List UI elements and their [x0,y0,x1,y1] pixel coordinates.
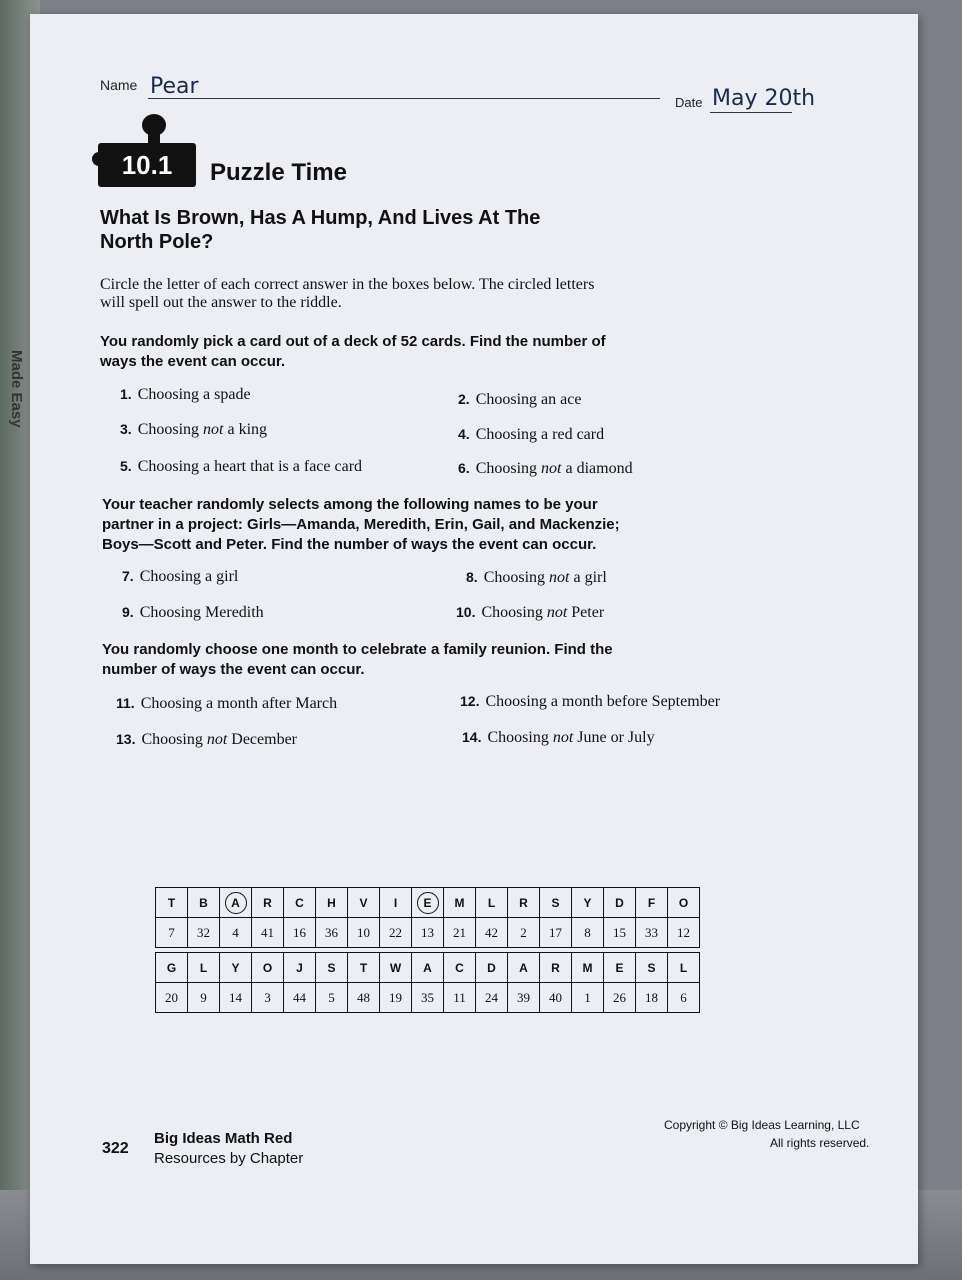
grid-cell-text: C [455,960,464,975]
question-6: 6. Choosing not a diamond [458,460,633,477]
grid-cell-text: M [454,895,465,910]
grid-cell-text: 14 [229,989,242,1005]
riddle-line-1: What Is Brown, Has A Hump, And Lives At The [100,207,541,229]
grid-letter-cell[interactable] [444,888,476,918]
grid-row [156,888,700,918]
grid-cell-text: 39 [517,989,530,1005]
grid-cell-text: T [359,960,368,975]
grid-letter-cell[interactable] [540,888,572,918]
grid-row [156,953,700,983]
grid-cell-text: 26 [613,989,626,1005]
grid-number-cell[interactable] [284,918,316,948]
grid-number-cell[interactable] [252,918,284,948]
grid-letter-cell[interactable] [156,953,188,983]
grid-number-cell[interactable] [508,918,540,948]
grid-number-cell[interactable] [380,918,412,948]
grid-cell-text: 9 [200,989,207,1005]
grid-letter-cell[interactable] [284,888,316,918]
grid-letter-cell[interactable] [668,953,700,983]
grid-letter-cell[interactable] [380,953,412,983]
grid-cell-text: L [487,895,496,910]
grid-number-cell[interactable] [412,983,444,1013]
question-1: 1. Choosing a spade [120,386,251,403]
grid-cell-text: C [295,895,304,910]
grid-letter-cell[interactable] [636,888,668,918]
grid-letter-cell[interactable] [252,953,284,983]
grid-cell-text: R [551,960,560,975]
grid-letter-cell[interactable] [188,953,220,983]
grid-number-cell[interactable] [412,918,444,948]
grid-number-cell[interactable] [380,983,412,1013]
grid-number-cell[interactable] [444,983,476,1013]
rights-text: All rights reserved. [770,1136,870,1150]
grid-cell-text: I [393,895,398,910]
grid-cell-text: J [296,960,303,975]
grid-cell-text: 6 [680,989,687,1005]
grid-letter-cell[interactable] [284,953,316,983]
grid-cell-text: 40 [549,989,562,1005]
grid-cell-text: S [327,960,336,975]
grid-letter-cell[interactable] [220,953,252,983]
question-12: 12. Choosing a month before September [460,693,721,710]
grid-cell-text: E [615,960,624,975]
question-7: 7. Choosing a girl [122,568,239,585]
grid-cell-text: O [678,895,689,910]
prompt-cards [100,332,606,372]
grid-cell-text: M [582,960,593,975]
grid-cell-text: S [647,960,656,975]
grid-cell-text: 48 [357,989,370,1005]
grid-cell-text: R [263,895,272,910]
grid-letter-cell[interactable] [380,888,412,918]
grid-number-cell[interactable] [668,983,700,1013]
grid-cell-text: 10 [357,924,370,940]
spine-text: Made Easy [8,350,25,428]
grid-cell-text: 44 [293,989,306,1005]
grid-cell-text: W [389,960,402,975]
question-11: 11. Choosing a month after March [116,695,338,712]
grid-cell-text: A [519,960,528,975]
worksheet-page [30,14,918,1264]
grid-cell-text: S [551,895,560,910]
book-subtitle: Resources by Chapter [154,1150,304,1167]
grid-cell-text: 36 [325,924,338,940]
instructions [100,276,594,312]
grid-cell-text: 15 [613,924,626,940]
question-8: 8. Choosing not a girl [466,569,607,586]
grid-letter-cell[interactable] [572,953,604,983]
question-2: 2. Choosing an ace [458,391,582,408]
grid-cell-text: 3 [264,989,271,1005]
grid-letter-cell[interactable] [604,888,636,918]
question-9: 9. Choosing Meredith [122,604,264,621]
grid-cell-text: D [487,960,496,975]
grid-number-cell[interactable] [444,918,476,948]
question-5: 5. Choosing a heart that is a face card [120,458,363,475]
grid-cell-text: 7 [168,924,175,940]
grid-cell-text: 1 [584,989,591,1005]
grid-letter-cell[interactable] [604,953,636,983]
date-label: Date [675,95,703,110]
grid-cell-text: G [166,960,177,975]
grid-cell-text: 20 [165,989,178,1005]
grid-cell-text: 16 [293,924,306,940]
grid-number-cell[interactable] [572,983,604,1013]
prompt-names [102,495,620,555]
prompt-names-line-1: Your teacher randomly selects among the following names to be your [102,496,598,513]
grid-letter-cell[interactable] [252,888,284,918]
grid-number-cell[interactable] [636,983,668,1013]
grid-number-cell[interactable] [476,983,508,1013]
grid-cell-text: V [359,895,368,910]
prompt-months-line-2: number of ways the event can occur. [102,661,365,678]
grid-cell-text: E [417,892,439,914]
grid-cell-text: F [647,895,656,910]
grid-letter-cell[interactable] [540,953,572,983]
grid-cell-text: L [199,960,208,975]
grid-row [156,983,700,1013]
grid-cell-text: L [679,960,688,975]
grid-letter-cell[interactable] [476,953,508,983]
grid-number-cell[interactable] [348,918,380,948]
name-label: Name [100,77,138,93]
book-title: Big Ideas Math Red [154,1130,293,1147]
grid-letter-cell[interactable] [348,953,380,983]
grid-number-cell[interactable] [252,983,284,1013]
question-13: 13. Choosing not December [116,731,297,748]
grid-number-cell[interactable] [572,918,604,948]
grid-number-cell[interactable] [540,918,572,948]
instructions-line-2: will spell out the answer to the riddle. [100,294,342,311]
riddle-line-2: North Pole? [100,231,214,253]
grid-number-cell[interactable] [604,918,636,948]
grid-cell-text: 42 [485,924,498,940]
grid-cell-text: 2 [520,924,527,940]
grid-letter-cell[interactable] [348,888,380,918]
grid-cell-text: T [167,895,176,910]
grid-cell-text: 19 [389,989,402,1005]
grid-cell-text: D [615,895,624,910]
question-14: 14. Choosing not June or July [462,729,655,746]
grid-cell-text: 21 [453,924,466,940]
grid-cell-text: 24 [485,989,498,1005]
grid-number-cell[interactable] [348,983,380,1013]
grid-cell-text: 33 [645,924,658,940]
grid-letter-cell[interactable] [476,888,508,918]
grid-letter-cell[interactable] [444,953,476,983]
grid-letter-cell[interactable] [316,888,348,918]
grid-number-cell[interactable] [156,983,188,1013]
prompt-months [102,640,613,680]
grid-cell-text: 13 [421,924,434,940]
grid-cell-text: B [199,895,208,910]
grid-letter-cell[interactable] [508,888,540,918]
grid-letter-cell[interactable] [412,953,444,983]
date-value: May 20th [712,86,816,111]
grid-cell-text: A [225,892,247,914]
grid-letter-cell[interactable] [316,953,348,983]
grid-cell-text: Y [231,960,240,975]
section-title: Puzzle Time [210,159,347,186]
grid-cell-text: 8 [584,924,591,940]
question-3: 3. Choosing not a king [120,421,268,438]
grid-number-cell[interactable] [156,918,188,948]
grid-letter-cell[interactable] [156,888,188,918]
name-value: Pear [150,74,199,99]
puzzle-stem-icon [148,130,160,144]
grid-cell-text: 22 [389,924,402,940]
grid-number-cell[interactable] [316,918,348,948]
prompt-cards-line-1: You randomly pick a card out of a deck of 52 cards. Find the number of [100,333,606,350]
grid-number-cell[interactable] [220,983,252,1013]
grid-cell-text: 41 [261,924,274,940]
grid-number-cell[interactable] [604,983,636,1013]
grid-letter-cell[interactable] [508,953,540,983]
grid-cell-text: 32 [197,924,210,940]
prompt-cards-line-2: ways the event can occur. [100,353,286,370]
grid-letter-cell[interactable] [668,888,700,918]
name-line [148,98,660,99]
grid-number-cell[interactable] [188,983,220,1013]
grid-cell-text: A [423,960,432,975]
prompt-names-line-2: partner in a project: Girls—Amanda, Meredith, Erin, Gail, and Mackenzie; [102,516,620,533]
date-line [710,112,792,113]
copyright-text: Copyright © Big Ideas Learning, LLC [664,1118,860,1132]
grid-number-cell[interactable] [540,983,572,1013]
grid-number-cell[interactable] [668,918,700,948]
grid-cell-text: 4 [232,924,239,940]
grid-cell-text: 35 [421,989,434,1005]
grid-row [156,918,700,948]
instructions-line-1: Circle the letter of each correct answer in the boxes below. The circled letters [100,276,595,293]
grid-cell-text: 18 [645,989,658,1005]
grid-letter-cell[interactable] [220,888,252,918]
grid-cell-text: R [519,895,528,910]
grid-cell-text: H [327,895,336,910]
grid-cell-text: O [262,960,273,975]
riddle-title [100,206,540,254]
grid-cell-text: 5 [328,989,335,1005]
grid-cell-text: 12 [677,924,690,940]
grid-letter-cell[interactable] [572,888,604,918]
grid-letter-cell[interactable] [636,953,668,983]
grid-number-cell[interactable] [284,983,316,1013]
question-10: 10. Choosing not Peter [456,604,605,621]
grid-number-cell[interactable] [316,983,348,1013]
grid-letter-cell[interactable] [412,888,444,918]
page-number: 322 [102,1140,129,1157]
grid-number-cell[interactable] [508,983,540,1013]
grid-number-cell[interactable] [476,918,508,948]
grid-number-cell[interactable] [220,918,252,948]
grid-letter-cell[interactable] [188,888,220,918]
prompt-names-line-3: Boys—Scott and Peter. Find the number of ways the event can occur. [102,536,597,553]
grid-cell-text: 11 [453,989,466,1005]
question-4: 4. Choosing a red card [458,426,605,443]
prompt-months-line-1: You randomly choose one month to celebrate a family reunion. Find the [102,641,613,658]
grid-number-cell[interactable] [188,918,220,948]
grid-number-cell[interactable] [636,918,668,948]
section-number-badge: 10.1 [98,143,196,187]
answer-grid [155,887,700,1013]
grid-cell-text: 17 [549,924,562,940]
grid-cell-text: Y [583,895,592,910]
